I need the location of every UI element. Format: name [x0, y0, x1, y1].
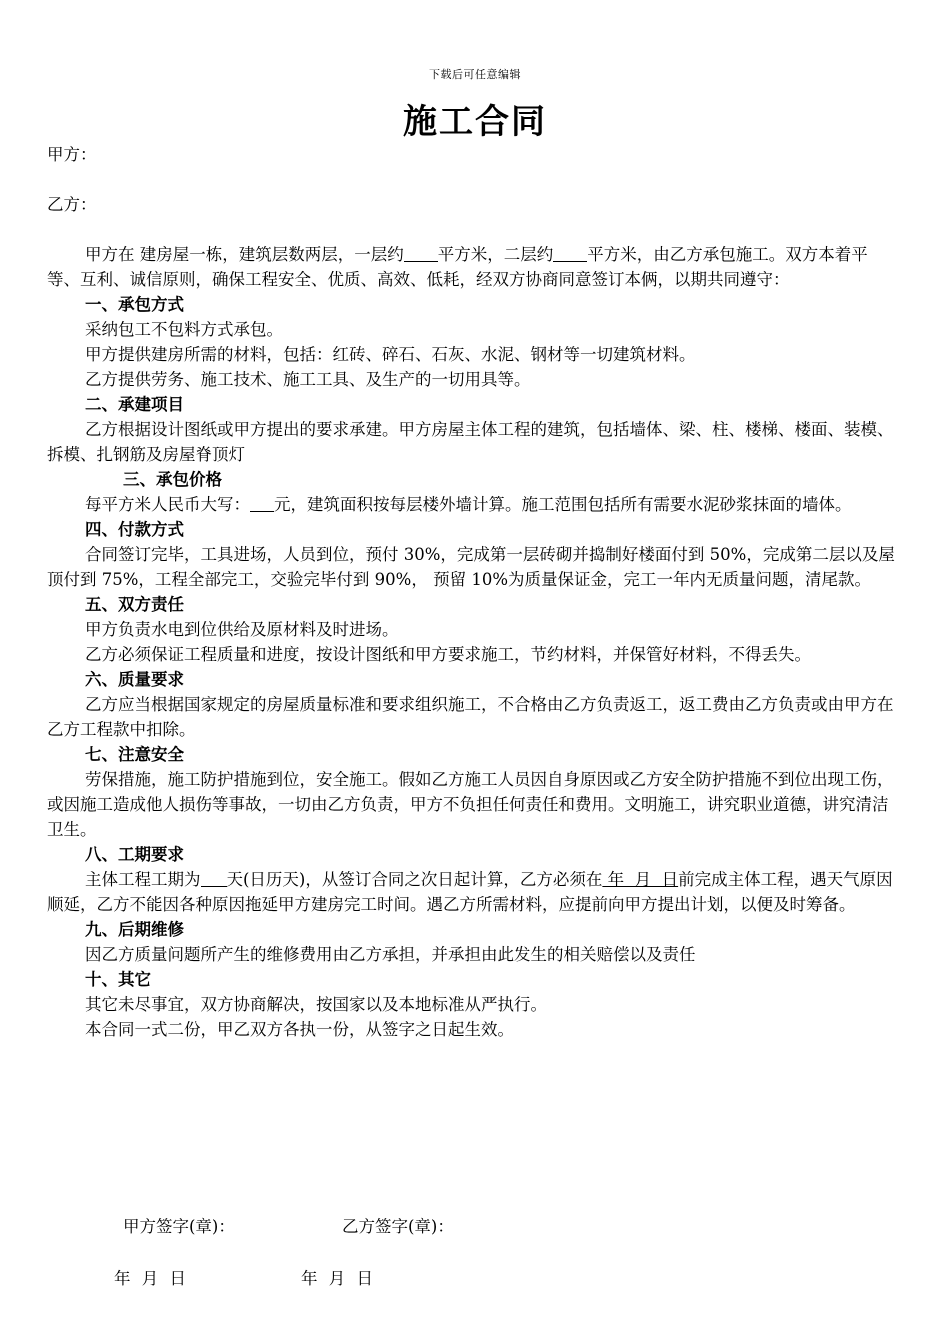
party-a-sign-date: 年 月 日: [114, 1269, 186, 1288]
period-text-2: 天(日历天)，从签订合同之次日起计算，乙方必须在: [226, 870, 603, 889]
section-heading-9: 九、后期维修: [85, 920, 184, 939]
section-heading-10: 十、其它: [85, 970, 151, 989]
section-4-paragraph-1: 合同签订完毕，工具进场，人员到位，预付 30%，完成第一层砖砌并捣制好楼面付到 50%，完成第二层以及屋顶付到 75%，工程全部完工，交验完毕付到 90%， 预留 10%为质量保证金，完工一年内无质量问题，清尾款。: [47, 545, 895, 589]
area-floor1-blank: [404, 244, 438, 262]
party-b-signature-label: 乙方签字(章)：: [342, 1217, 454, 1236]
section-3-paragraph-1: [47, 492, 899, 517]
period-text-3: 前完成主体工程，遇天气原因顺延，乙方不能因各种原因拖延甲方建房完工时间。遇乙方所需材料，应提前向甲方提出计划，以便及时筹备。: [47, 870, 893, 914]
section-heading-2: 二、承建项目: [85, 395, 184, 414]
section-2-paragraph-1: 乙方根据设计图纸或甲方提出的要求承建。甲方房屋主体工程的建筑，包括墙体、梁、柱、楼梯、楼面、装模、拆模、扎钢筋及房屋脊顶灯: [47, 420, 894, 464]
section-10-paragraph-2: 本合同一式二份，甲乙双方各执一份，从签字之日起生效。: [85, 1020, 514, 1039]
section-heading-3: 三、承包价格: [123, 470, 222, 489]
price-blank: [250, 494, 274, 512]
area-floor2-blank: [553, 244, 587, 262]
page-title: 施工合同: [403, 102, 547, 142]
section-7-paragraph-1: 劳保措施，施工防护措施到位，安全施工。假如乙方施工人员因自身原因或乙方安全防护措施不到位出现工伤，或因施工造成他人损伤等事故，一切由乙方负责，甲方不负担任何责任和费用。文明施工，讲究职业道德，讲究清洁卫生。: [47, 770, 894, 839]
section-1-paragraph-2: 甲方提供建房所需的材料，包括：红砖、碎石、石灰、水泥、钢材等一切建筑材料。: [85, 345, 696, 364]
section-5-paragraph-1: 甲方负责水电到位供给及原材料及时进场。: [85, 620, 399, 639]
section-heading-6: 六、质量要求: [85, 670, 184, 689]
intro-text-3: 平方米，由乙方承包施工。双方本着平等、互利、诚信原则，确保工程安全、优质、高效、低耗，经双方协商同意签订本俩，以期共同遵守：: [47, 245, 868, 289]
party-a-label: 甲方：: [47, 145, 97, 164]
contract-body: [47, 142, 899, 1042]
header-note: 下载后可任意编辑: [429, 68, 521, 81]
intro-text-1: 甲方在 建房屋一栋，建筑层数两层，一层约: [85, 245, 404, 264]
intro-text-2: 平方米，二层约: [437, 245, 554, 264]
price-text-2: 元，建筑面积按每层楼外墙计算。施工范围包括所有需要水泥砂浆抹面的墙体。: [274, 495, 852, 514]
section-9-paragraph-1: 因乙方质量问题所产生的维修费用由乙方承担，并承担由此发生的相关赔偿以及责任: [85, 945, 696, 964]
party-b-sign-date: 年 月 日: [301, 1269, 373, 1288]
section-heading-5: 五、双方责任: [85, 595, 184, 614]
section-5-paragraph-2: 乙方必须保证工程质量和进度，按设计图纸和甲方要求施工，节约材料，并保管好材料，不得丢失。: [85, 645, 811, 664]
completion-date-blank: 年 月 日: [602, 870, 679, 889]
section-1-paragraph-1: 采纳包工不包料方式承包。: [85, 320, 283, 339]
price-text-1: 每平方米人民币大写：: [85, 495, 250, 514]
section-heading-7: 七、注意安全: [85, 745, 184, 764]
section-heading-4: 四、付款方式: [85, 520, 184, 539]
section-10-paragraph-1: 其它未尽事宜，双方协商解决，按国家以及本地标准从严执行。: [85, 995, 547, 1014]
section-heading-8: 八、工期要求: [85, 845, 184, 864]
party-a-signature-label: 甲方签字(章)：: [123, 1217, 235, 1236]
section-1-paragraph-3: 乙方提供劳务、施工技术、施工工具、及生产的一切用具等。: [85, 370, 531, 389]
section-6-paragraph-1: 乙方应当根据国家规定的房屋质量标准和要求组织施工，不合格由乙方负责返工，返工费由乙方负责或由甲方在乙方工程款中扣除。: [47, 695, 894, 739]
party-b-label: 乙方：: [47, 195, 97, 214]
intro-paragraph: [47, 242, 899, 292]
section-8-paragraph-1: [47, 867, 899, 917]
period-days-blank: [201, 869, 227, 887]
section-heading-1: 一、承包方式: [85, 295, 184, 314]
period-text-1: 主体工程工期为: [85, 870, 201, 889]
